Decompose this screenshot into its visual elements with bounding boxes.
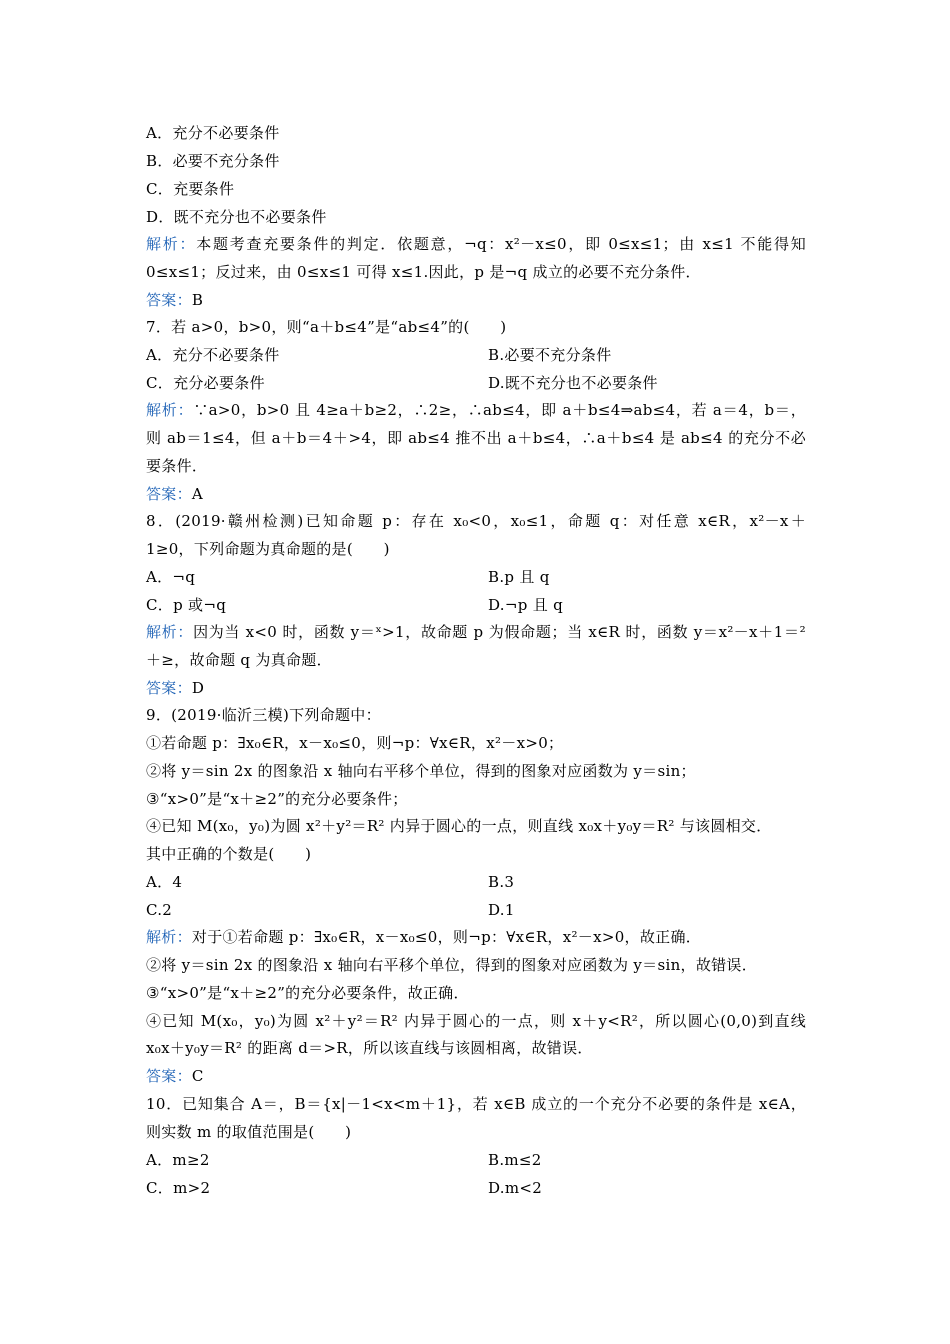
q7-analysis-line-1: 解析：∵a>0，b>0 且 4≥a＋b≥2，∴2≥，∴ab≤4，即 a＋b≤4⇒ab≤4，若 a＝4，b＝， [146,401,807,419]
q6-answer: 答案：B [146,291,204,309]
q7-option-d: D.既不充分也不必要条件 [488,374,658,392]
q8-option-c: C．p 或¬q [146,596,227,614]
q6-analysis-line-1: 解析：本题考查充要条件的判定．依题意，¬q：x²－x≤0，即 0≤x≤1；由 x≤1 不能得知 [146,235,806,253]
q9-item-3: ③“x>0”是“x＋≥2”的充分必要条件； [146,790,408,808]
q10-option-c: C．m>2 [146,1179,211,1197]
q6-option-a: A．充分不必要条件 [146,124,280,142]
analysis-label: 解析： [146,235,197,253]
analysis-label: 解析： [146,401,194,419]
q9-option-b: B.3 [488,873,515,891]
q7-option-c: C．充分必要条件 [146,374,265,392]
answer-label: 答案： [146,485,192,503]
q8-analysis-line-1: 解析：因为当 x<0 时，函数 y＝ˣ>1，故命题 p 为假命题；当 x∈R 时，函数 y＝x²－x＋1＝² [146,623,806,641]
q8-stem-line-2: 1≥0，下列命题为真命题的是( ) [146,540,390,558]
q7-option-b: B.必要不充分条件 [488,346,612,364]
q7-analysis-line-3: 要条件． [146,457,208,475]
q9-answer: 答案：C [146,1067,204,1085]
q9-option-c: C.2 [146,901,173,919]
analysis-label: 解析： [146,928,192,946]
q9-option-d: D.1 [488,901,515,919]
q10-option-a: A．m≥2 [146,1151,210,1169]
q9-count-question: 其中正确的个数是( ) [146,845,312,863]
q7-analysis-line-2: 则 ab＝1≤4，但 a＋b＝4＋>4，即 ab≤4 推不出 a＋b≤4，∴a＋b≤4 是 ab≤4 的充分不必 [146,429,806,447]
q9-item-1: ①若命题 p：∃x₀∈R，x－x₀≤0，则¬p：∀x∈R，x²－x>0； [146,734,564,752]
analysis-label: 解析： [146,623,194,641]
q6-option-c: C．充要条件 [146,180,235,198]
answer-label: 答案： [146,291,192,309]
q10-option-b: B.m≤2 [488,1151,542,1169]
answer-label: 答案： [146,1067,192,1085]
q9-item-4: ④已知 M(x₀，y₀)为圆 x²＋y²＝R² 内异于圆心的一点，则直线 x₀x＋y₀y＝R² 与该圆相交． [146,817,772,835]
q10-stem-line-1: 10．已知集合 A＝，B＝{x|－1<x<m＋1}，若 x∈B 成立的一个充分不必要的条件是 x∈A， [146,1095,806,1113]
answer-label: 答案： [146,679,192,697]
q6-option-b: B．必要不充分条件 [146,152,280,170]
q9-analysis-line-2: ②将 y＝sin 2x 的图象沿 x 轴向右平移个单位，得到的图象对应函数为 y＝sin，故错误． [146,956,758,974]
q8-option-b: B.p 且 q [488,568,550,586]
q9-analysis-line-5: x₀x＋y₀y＝R² 的距离 d＝>R，所以该直线与该圆相离，故错误． [146,1039,593,1057]
q7-option-a: A．充分不必要条件 [146,346,280,364]
q9-analysis-line-4: ④已知 M(x₀，y₀)为圆 x²＋y²＝R² 内异于圆心的一点，则 x＋y<R²，所以圆心(0,0)到直线 [146,1012,806,1030]
q6-analysis-line-2: 0≤x≤1；反过来，由 0≤x≤1 可得 x≤1.因此，p 是¬q 成立的必要不充分条件． [146,263,701,281]
q10-stem-line-2: 则实数 m 的取值范围是( ) [146,1123,352,1141]
q8-option-d: D.¬p 且 q [488,596,563,614]
q8-analysis-line-2: ＋≥，故命题 q 为真命题． [146,651,332,669]
q9-stem: 9．(2019·临沂三模)下列命题中： [146,706,381,724]
q9-analysis-line-1: 解析：对于①若命题 p：∃x₀∈R，x－x₀≤0，则¬p：∀x∈R，x²－x>0，故正确． [146,928,702,946]
q9-analysis-line-3: ③“x>0”是“x＋≥2”的充分必要条件，故正确． [146,984,469,1002]
q8-stem-line-1: 8．(2019·赣州检测)已知命题 p：存在 x₀<0，x₀≤1，命题 q：对任意 x∈R，x²－x＋ [146,512,806,530]
q9-item-2: ②将 y＝sin 2x 的图象沿 x 轴向右平移个单位，得到的图象对应函数为 y＝sin； [146,762,696,780]
q9-option-a: A．4 [146,873,183,891]
q8-option-a: A．¬q [146,568,196,586]
q7-answer: 答案：A [146,485,204,503]
q10-option-d: D.m<2 [488,1179,543,1197]
q8-answer: 答案：D [146,679,205,697]
q7-stem: 7．若 a>0，b>0，则“a＋b≤4”是“ab≤4”的( ) [146,318,507,336]
q6-option-d: D．既不充分也不必要条件 [146,208,327,226]
